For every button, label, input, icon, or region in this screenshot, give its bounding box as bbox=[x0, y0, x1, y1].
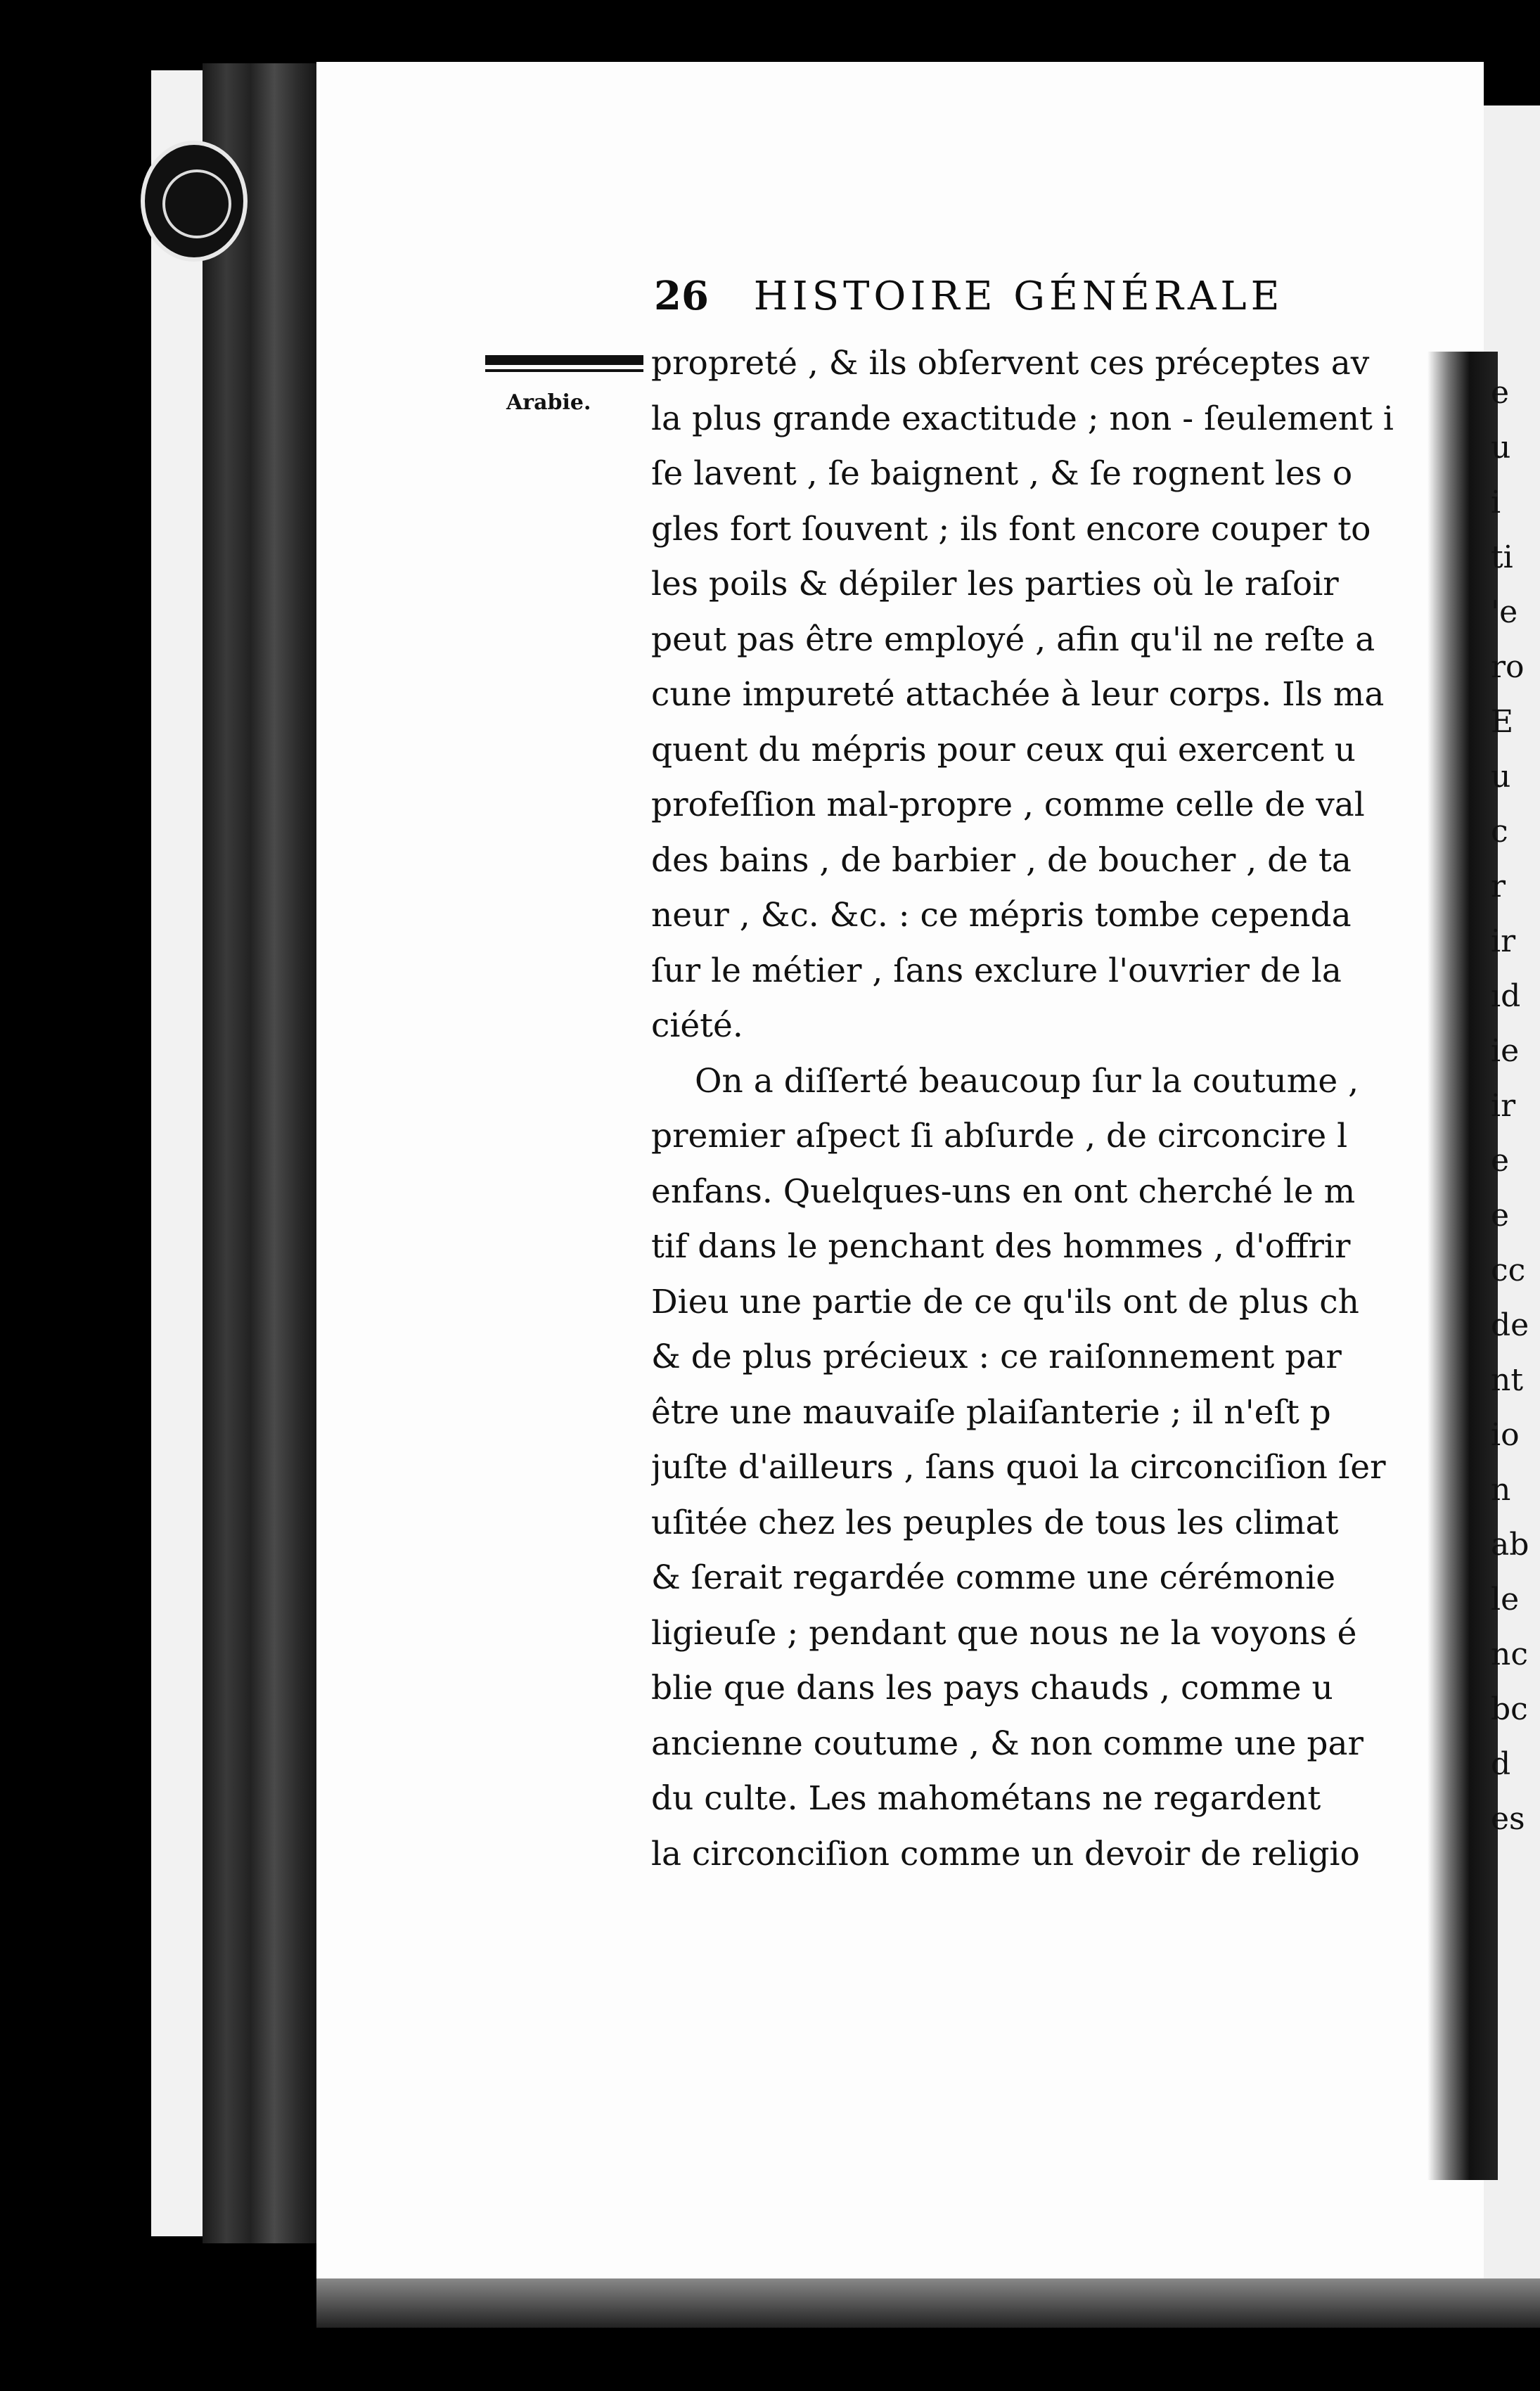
text-line: être une mauvaiſe plaiſanterie ; il n'eſt p bbox=[651, 1392, 1331, 1432]
adjacent-fragment: u bbox=[1491, 759, 1511, 795]
adjacent-fragment: 'e bbox=[1491, 594, 1518, 630]
text-line: quent du mépris pour ceux qui exercent u bbox=[651, 730, 1356, 769]
adjacent-fragment: e bbox=[1491, 1198, 1510, 1233]
adjacent-fragment: ir bbox=[1491, 1088, 1516, 1124]
adjacent-fragment: d bbox=[1491, 1746, 1511, 1782]
adjacent-fragment: E bbox=[1491, 704, 1514, 740]
text-line: les poils & dépiler les parties où le raſoir bbox=[651, 565, 1339, 603]
text-line: & ſerait regardée comme une cérémonie bbox=[651, 1558, 1336, 1597]
text-line: & de plus précieux : ce raiſonnement par bbox=[651, 1338, 1342, 1376]
text-line: blie que dans les pays chauds , comme u bbox=[651, 1669, 1333, 1707]
body-text bbox=[651, 336, 1439, 1882]
text-line: ſe lavent , ſe baignent , & ſe rognent les o bbox=[651, 454, 1353, 493]
adjacent-fragment: e bbox=[1491, 375, 1510, 411]
text-line: ciété. bbox=[651, 1006, 743, 1045]
adjacent-fragment: ab bbox=[1491, 1527, 1529, 1563]
text-line: propreté , & ils obſervent ces préceptes av bbox=[651, 344, 1370, 383]
text-line: peut pas être employé , afin qu'il ne reſte a bbox=[651, 620, 1375, 659]
adjacent-page-text bbox=[1491, 366, 1540, 1847]
text-line: du culte. Les mahométans ne regardent bbox=[651, 1779, 1321, 1818]
adjacent-fragment: ie bbox=[1491, 1033, 1520, 1069]
adjacent-fragment: nt bbox=[1491, 1362, 1524, 1398]
adjacent-fragment: io bbox=[1491, 1417, 1520, 1453]
header-rule-thin bbox=[485, 369, 643, 372]
marginal-note: Arabie. bbox=[506, 390, 591, 415]
adjacent-fragment: es bbox=[1491, 1801, 1525, 1837]
running-header bbox=[654, 273, 1427, 319]
text-line: la circonciſion comme un devoir de religio bbox=[651, 1834, 1360, 1873]
page-bottom-edge bbox=[316, 2278, 1540, 2328]
adjacent-fragment: ıd bbox=[1491, 978, 1521, 1014]
text-line: Dieu une partie de ce qu'ils ont de plus ch bbox=[651, 1282, 1359, 1321]
adjacent-fragment: bc bbox=[1491, 1691, 1528, 1727]
text-line: gles fort ſouvent ; ils font encore couper to bbox=[651, 509, 1371, 549]
text-line: premier aſpect ſi abſurde , de circoncire l bbox=[651, 1117, 1348, 1155]
adjacent-fragment: n bbox=[1491, 1472, 1511, 1508]
adjacent-fragment: nc bbox=[1491, 1636, 1528, 1672]
text-line: la plus grande exactitude ; non - ſeulement i bbox=[651, 399, 1394, 438]
adjacent-fragment: ir bbox=[1491, 923, 1516, 959]
adjacent-fragment: ro bbox=[1491, 649, 1525, 685]
page-number: 26 bbox=[654, 273, 709, 319]
text-line: neur , &c. &c. : ce mépris tombe cependa bbox=[651, 896, 1352, 935]
adjacent-fragment: cc bbox=[1491, 1252, 1526, 1288]
adjacent-fragment: u bbox=[1491, 430, 1511, 466]
adjacent-fragment: r bbox=[1491, 868, 1506, 904]
text-line: cune impureté attachée à leur corps. Ils ma bbox=[651, 675, 1385, 714]
adjacent-fragment: le bbox=[1491, 1582, 1520, 1617]
text-line: On a diſſerté beaucoup ſur la coutume , bbox=[695, 1061, 1359, 1101]
text-line: uſitée chez les peuples de tous les climat bbox=[651, 1503, 1339, 1542]
text-line: des bains , de barbier , de boucher , de ta bbox=[651, 840, 1352, 880]
adjacent-fragment: de bbox=[1491, 1307, 1529, 1343]
text-line: ligieuſe ; pendant que nous ne la voyons é bbox=[651, 1613, 1357, 1653]
library-stamp-ring bbox=[162, 169, 231, 238]
library-stamp bbox=[141, 141, 248, 262]
adjacent-fragment: c bbox=[1491, 814, 1508, 850]
book-gutter bbox=[203, 63, 322, 2243]
header-rule bbox=[485, 355, 643, 365]
text-line: enfans. Quelques-uns en ont cherché le m bbox=[651, 1172, 1356, 1211]
adjacent-fragment: i bbox=[1491, 485, 1501, 520]
text-line: juſte d'ailleurs , ſans quoi la circonciſion ſer bbox=[651, 1448, 1386, 1487]
text-line: tif dans le penchant des hommes , d'offrir bbox=[651, 1227, 1351, 1266]
running-head-title: HISTOIRE GÉNÉRALE bbox=[753, 274, 1284, 319]
adjacent-fragment: e bbox=[1491, 1143, 1510, 1179]
text-line: profeſſion mal-propre , comme celle de val bbox=[651, 786, 1365, 824]
text-line: ſur le métier , ſans exclure l'ouvrier de la bbox=[651, 951, 1342, 990]
adjacent-fragment: ti bbox=[1491, 539, 1513, 575]
text-line: ancienne coutume , & non comme une par bbox=[651, 1724, 1363, 1763]
